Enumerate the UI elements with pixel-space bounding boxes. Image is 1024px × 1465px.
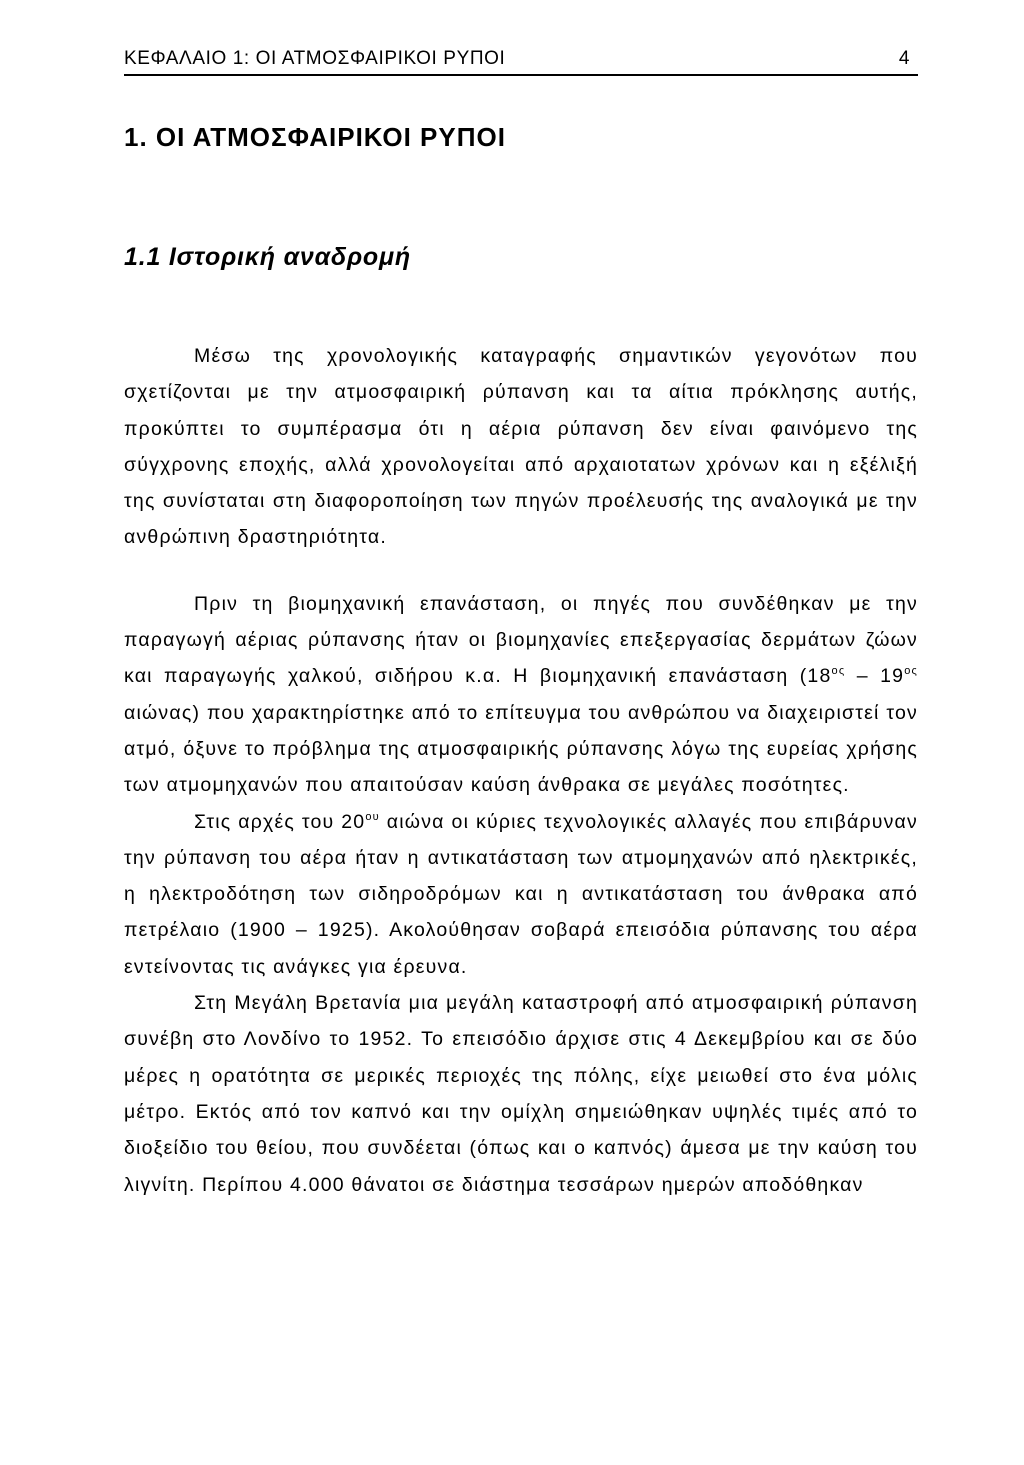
header-chapter-title: ΚΕΦΑΛΑΙΟ 1: ΟΙ ΑΤΜΟΣΦΑΙΡΙΚΟΙ ΡΥΠΟΙ (124, 48, 506, 69)
paragraph-2-part-a: Πριν τη βιομηχανική επανάσταση, οι πηγές που συνδέθηκαν με την παραγωγή αέριας ρύπανσης ήταν οι βιομηχανίες επεξεργασίας δερμάτων ζώων και παραγωγής χαλκού, σιδήρου κ.α. Η βιομηχανική επανάσταση (18 (124, 592, 918, 688)
running-header (124, 40, 918, 76)
page-number: 4 (898, 48, 910, 69)
paragraph-3 (124, 804, 918, 985)
paragraph-4: Στη Μεγάλη Βρετανία μια μεγάλη καταστροφή από ατμοσφαιρική ρύπανση συνέβη στο Λονδίνο το 1952. Το επεισόδιο άρχισε στις 4 Δεκεμβρίου και σε δύο μέρες η ορατότητα σε μερικές περιοχές της πόλης, είχε μειωθεί στο ένα μόλις μέτρο. Εκτός από τον καπνό και την ομίχλη σημειώθηκαν υψηλές τιμές από το διοξείδιο του θείου, που συνδέεται (όπως και ο καπνός) άμεσα με την καύση του λιγνίτη. Περίπου 4.000 θάνατοι σε διάστημα τεσσάρων ημερών αποδόθηκαν (124, 992, 918, 1196)
body-text (124, 338, 918, 1203)
chapter-title: 1. ΟΙ ΑΤΜΟΣΦΑΙΡΙΚΟΙ ΡΥΠΟΙ (124, 122, 506, 152)
paragraph-2-part-c: αιώνας) που χαρακτηρίστηκε από το επίτευγμα του ανθρώπου να διαχειριστεί τον ατμό, όξυνε το πρόβλημα της ατμοσφαιρικής ρύπανσης λόγω της ευρείας χρήσης των ατμομηχανών που απαιτούσαν καύση άνθρακα σε μεγάλες ποσότητες. (124, 701, 918, 797)
paragraph-2 (124, 586, 918, 804)
ordinal-suffix: ου (365, 810, 380, 823)
paragraph-2-part-b: – 19 (845, 665, 905, 688)
paragraph-3-part-b: αιώνα οι κύριες τεχνολογικές αλλαγές που επιβάρυναν την ρύπανση του αέρα ήταν η αντικατάσταση των ατμομηχανών από ηλεκτρικές, η ηλεκτροδότηση των σιδηροδρόμων και η αντικατάσταση του άνθρακα από πετρέλαιο (1900 – 1925). Ακολούθησαν σοβαρά επεισόδια ρύπανσης του αέρα εντείνοντας τις ανάγκες για έρευνα. (124, 810, 918, 978)
paragraph-1: Μέσω της χρονολογικής καταγραφής σημαντικών γεγονότων που σχετίζονται με την ατμοσφαιρική ρύπανση και τα αίτια πρόκλησης αυτής, προκύπτει το συμπέρασμα ότι η αέρια ρύπανση δεν είναι φαινόμενο της σύγχρονης εποχής, αλλά χρονολογείται από αρχαιοτατων χρόνων και η εξέλιξή της συνίσταται στη διαφοροποίηση των πηγών προέλευσής της αναλογικά με την ανθρώπινη δραστηριότητα. (124, 345, 918, 549)
ordinal-suffix: ος (831, 665, 846, 678)
ordinal-suffix: ος (904, 665, 919, 678)
paragraph-3-part-a: Στις αρχές του 20 (194, 810, 366, 833)
section-title: 1.1 Ιστορική αναδρομή (124, 243, 411, 271)
